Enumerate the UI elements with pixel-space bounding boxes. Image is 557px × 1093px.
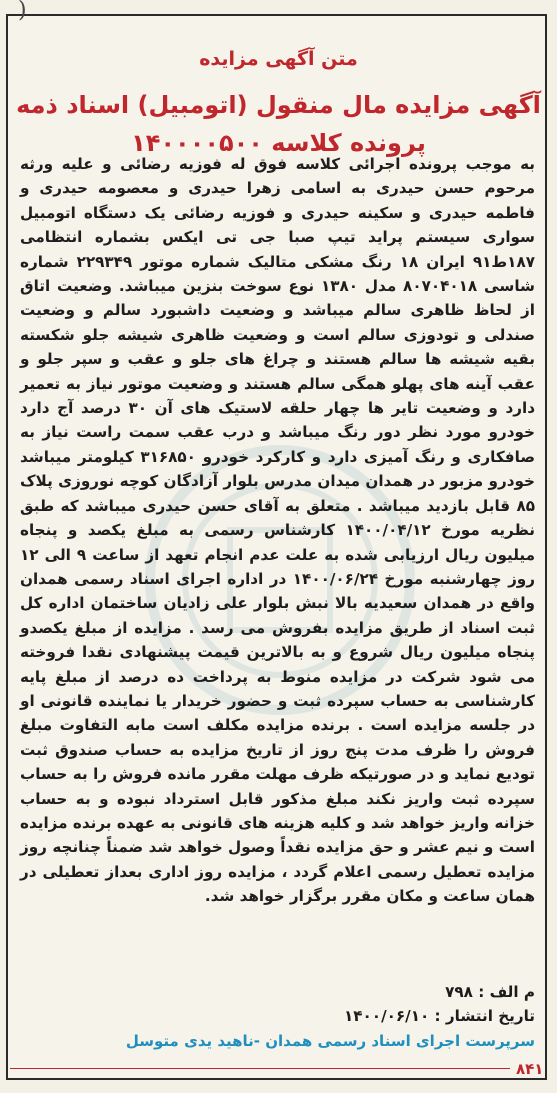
reference-number: م الف : ۷۹۸: [445, 983, 535, 1001]
title-line-2: پرونده کلاسه ۱۴۰۰۰۰۵۰۰: [131, 129, 426, 157]
notice-label: متن آگهی مزایده: [199, 48, 358, 70]
notice-title: [0, 86, 557, 162]
corner-scribble: ): [18, 0, 27, 23]
title-line-1: آگهی مزایده مال منقول (اتومبیل) اسناد ذمه: [16, 91, 541, 119]
signature: سرپرست اجرای اسناد رسمی همدان -ناهید یدی متوسل: [125, 1032, 535, 1050]
page-number: ۸۴۱: [516, 1060, 544, 1078]
footer-divider: [10, 1068, 510, 1069]
publish-date: تاریخ انتشار : ۱۴۰۰/۰۶/۱۰: [343, 1007, 535, 1025]
notice-body: به موجب پرونده اجرائی کلاسه فوق له فوزیه رضائی و علیه ورثه مرحوم حسن حیدری به اسامی زهرا حیدری و معصومه حیدری و فاطمه حیدری و سکینه حیدری و فوزیه رضائی یک دستگاه اتومبیل سواری سیستم پراید تیپ صبا جی تی ایکس بشماره انتظامی ۱۸۷ط۹۱ ایران ۱۸ رنگ مشکی متالیک شماره موتور ۲۲۹۳۴۹ شماره شاسی ۸۰۷۰۴۰۱۸ مدل ۱۳۸۰ نوع سوخت بنزین میباشد. وضعیت اتاق از لحاظ ظاهری سالم میباشد و وضعیت داشبورد سالم و وضعیت صندلی و تودوزی سالم است و وضعیت ظاهری شیشه جلو شکسته بقیه شیشه ها سالم هستند و چراغ های جلو و عقب و سپر جلو و عقب آینه های پهلو همگی سالم هستند و وضعیت موتور نیاز به تعمیر دارد و وضعیت تایر ها چهار حلقه لاستیک های آن ۳۰ درصد آج دارد خودرو مورد نظر دور رنگ میباشد و درب عقب سمت راست نیاز به صافکاری و رنگ آمیزی دارد و کارکرد خودرو ۳۱۶۸۵۰ کیلومتر میباشد خودرو مزبور در همدان میدان مدرس بلوار آزادگان کوچه نوروزی پلاک ۸۵ قابل بازدید میباشد . متعلق به آقای حسن حیدری میباشد که طبق نظریه مورخ ۱۴۰۰/۰۴/۱۲ کارشناس رسمی به مبلغ یکصد و پنجاه میلیون ریال ارزیابی شده به علت عدم انجام تعهد از ساعت ۹ الی ۱۲ روز چهارشنبه مورخ ۱۴۰۰/۰۶/۲۴ در اداره اجرای اسناد رسمی همدان واقع در همدان سعیدیه بالا نبش بلوار علی زادیان ساختمان اداره کل ثبت اسناد از طریق مزایده بفروش می رسد . مزایده از مبلغ یکصدو پنجاه میلیون ریال شروع و به بالاترین قیمت پیشنهادی نقدا فروخته می شود شرکت در مزایده منوط به پرداخت ده درصد از مبلغ پایه کارشناسی به حساب سپرده ثبت و حضور خریدار یا نماینده قانونی او در جلسه مزایده است . برنده مزایده مکلف است مابه التفاوت مبلغ فروش را ظرف مدت پنج روز از تاریخ مزایده به حساب صندوق ثبت توديع نماید و در صورتیکه ظرف مهلت مقرر مانده فروش را به حساب سپرده ثبت واریز نکند مبلغ مذکور قابل استرداد نبوده و به حساب خزانه واریز خواهد شد و کلیه هزینه های قانونی به عهده برنده مزایده است و نیم عشر و حق مزایده نقداً وصول خواهد شد ضمناً چنانچه روز مزایده تعطیل رسمی اعلام گردد ، مزایده روز اداری بعداز تعطیلی در همان ساعت و مکان مقرر برگزار خواهد شد.: [20, 155, 535, 906]
